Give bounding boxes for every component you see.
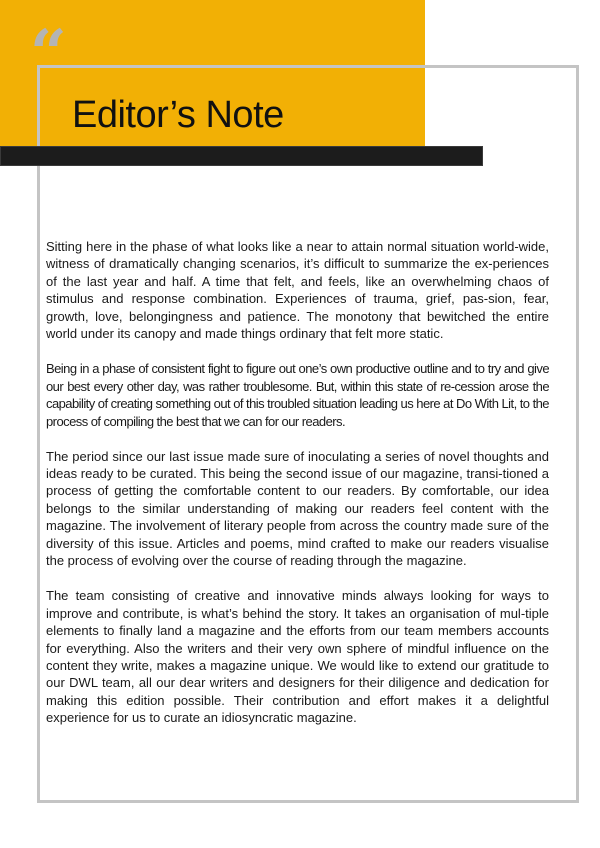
paragraph-4: The team consisting of creative and innovative minds always looking for ways to improve and contribute, is what’s behind the story. It takes an organisation of mul-tiple elements to finally land a magazine and the efforts from our team members accounts for everything. Also the writers and their very own sphere of mindful influence on the content they write, makes a magazine unique. We would like to extend our gratitude to our DWL team, all our dear writers and designers for their diligence and dedication for making this edition possible. Their contribution and effort makes it a delightful experience for us to curate an idiosyncratic magazine. <box>46 588 549 726</box>
page-title: Editor’s Note <box>72 94 284 136</box>
paragraph-1: Sitting here in the phase of what looks like a near to attain normal situation world-wide, witness of dramatically changing scenarios, it’s difficult to summarize the ex-periences of the last year and half. A time that felt, and feels, like an overwhelming chaos of stimulus and response combination. Experiences of trauma, grief, pas-sion, fear, growth, love, belongingness and patience. The monotony that bewitched the entire world under its canopy and made things ordinary that felt more static. <box>46 239 549 342</box>
title-underline-bar <box>0 146 483 166</box>
paragraph-2: Being in a phase of consistent fight to figure out one’s own productive outline and to try and give our best every other day, was rather troublesome. But, within this state of re-cession arose the capability of creating something out of this troubled situation leading us here at Do With Lit, to the process of compiling the best that we can for our readers. <box>46 361 549 429</box>
quotation-mark-icon: “ <box>30 16 61 91</box>
paragraph-3: The period since our last issue made sure of inoculating a series of novel thoughts and ideas ready to be curated. This being the second issue of our magazine, transi-tioned a process of getting the comfortable content to our readers. By comfortable, our idea belongs to the similar understanding of making our readers feel content with the magazine. The involvement of literary people from across the country made sure of the diversity of this issue. Articles and poems, mind crafted to make our readers visualise the process of evolving over the course of reading through the magazine. <box>46 448 549 569</box>
editor-note-body <box>46 238 549 744</box>
